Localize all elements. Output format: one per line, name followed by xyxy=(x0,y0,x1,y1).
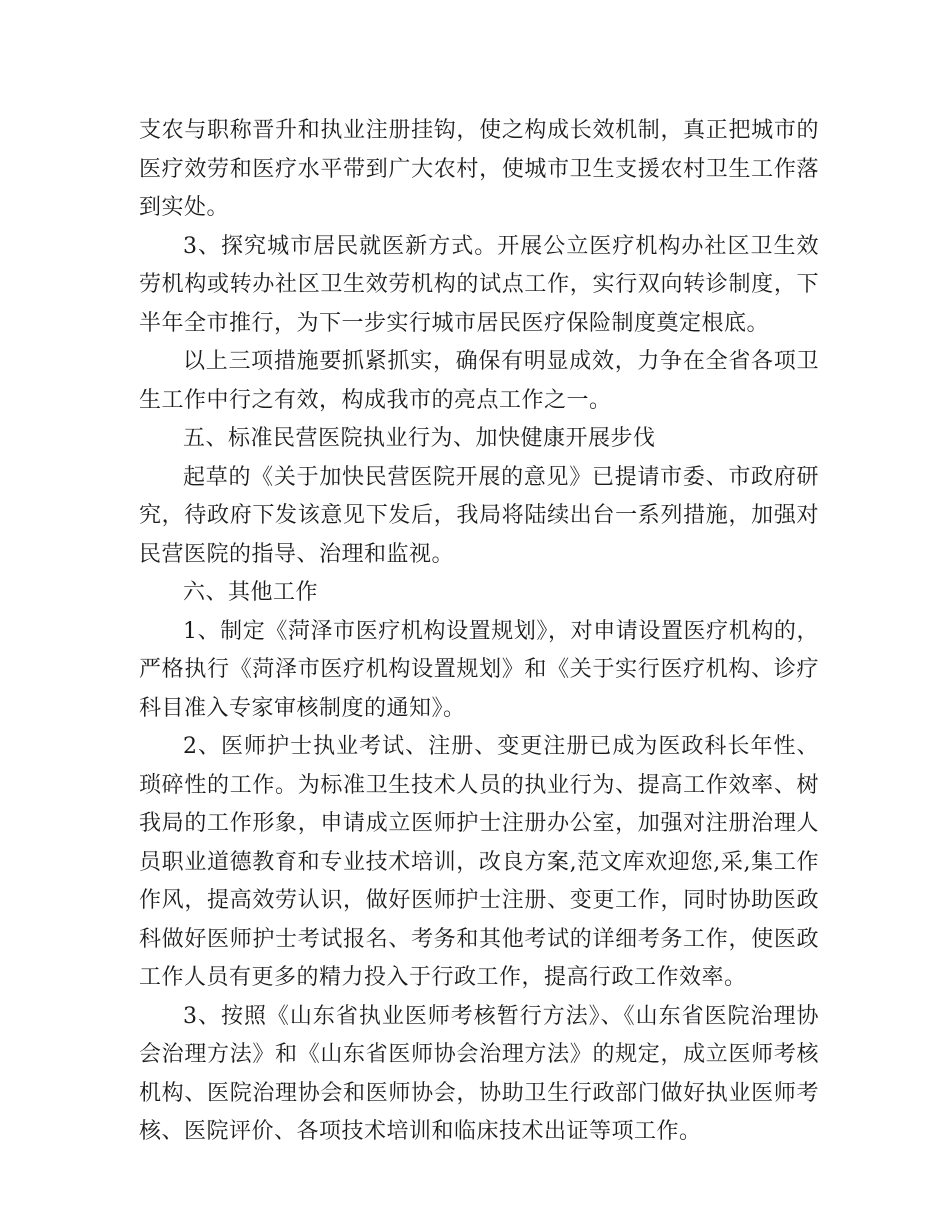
paragraph-summary: 以上三项措施要抓紧抓实，确保有明显成效，力争在全省各项卫生工作中行之有效，构成我市的亮点工作之一。 xyxy=(139,349,819,413)
paragraph-item-3-assessment: 3、按照《山东省执业医师考核暂行方法》、《山东省医院治理协会治理方法》和《山东省医师协会治理方法》的规定，成立医师考核机构、医院治理协会和医师协会，协助卫生行政部门做好执业医师考核、医院评价、各项技术培训和临床技术出证等项工作。 xyxy=(139,1003,819,1144)
section-heading-six: 六、其他工作 xyxy=(183,580,319,605)
paragraph-item-1-planning: 1、制定《菏泽市医疗机构设置规划》，对申请设置医疗机构的，严格执行《菏泽市医疗机构设置规划》和《关于实行医疗机构、诊疗科目准入专家审核制度的通知》。 xyxy=(139,618,819,721)
paragraph-continuation: 支农与职称晋升和执业注册挂钩，使之构成长效机制，真正把城市的医疗效劳和医疗水平带到广大农村，使城市卫生支援农村卫生工作落到实处。 xyxy=(139,118,819,220)
section-heading-five: 五、标准民营医院执业行为、加快健康开展步伐 xyxy=(183,426,656,451)
paragraph-item-2-registration: 2、医师护士执业考试、注册、变更注册已成为医政科长年性、琐碎性的工作。为标准卫生技术人员的执业行为、提高工作效率、树我局的工作形象，申请成立医师护士注册办公室，加强对注册治理人员职业道德教育和专业技术培训，改良方案,范文库欢迎您,采,集工作作风，提高效劳认识，做好医师护士注册、变更工作，同时协助医政科做好医师护士考试报名、考务和其他考试的详细考务工作，使医政工作人员有更多的精力投入于行政工作，提高行政工作效率。 xyxy=(139,734,819,990)
paragraph-item-3-urban-medical: 3、探究城市居民就医新方式。开展公立医疗机构办社区卫生效劳机构或转办社区卫生效劳机构的试点工作，实行双向转诊制度，下半年全市推行，为下一步实行城市居民医疗保险制度奠定根底。 xyxy=(139,233,819,336)
paragraph-private-hospitals: 起草的《关于加快民营医院开展的意见》已提请市委、市政府研究，待政府下发该意见下发后，我局将陆续出台一系列措施，加强对民营医院的指导、治理和监视。 xyxy=(139,464,819,567)
document-body xyxy=(139,112,819,1152)
